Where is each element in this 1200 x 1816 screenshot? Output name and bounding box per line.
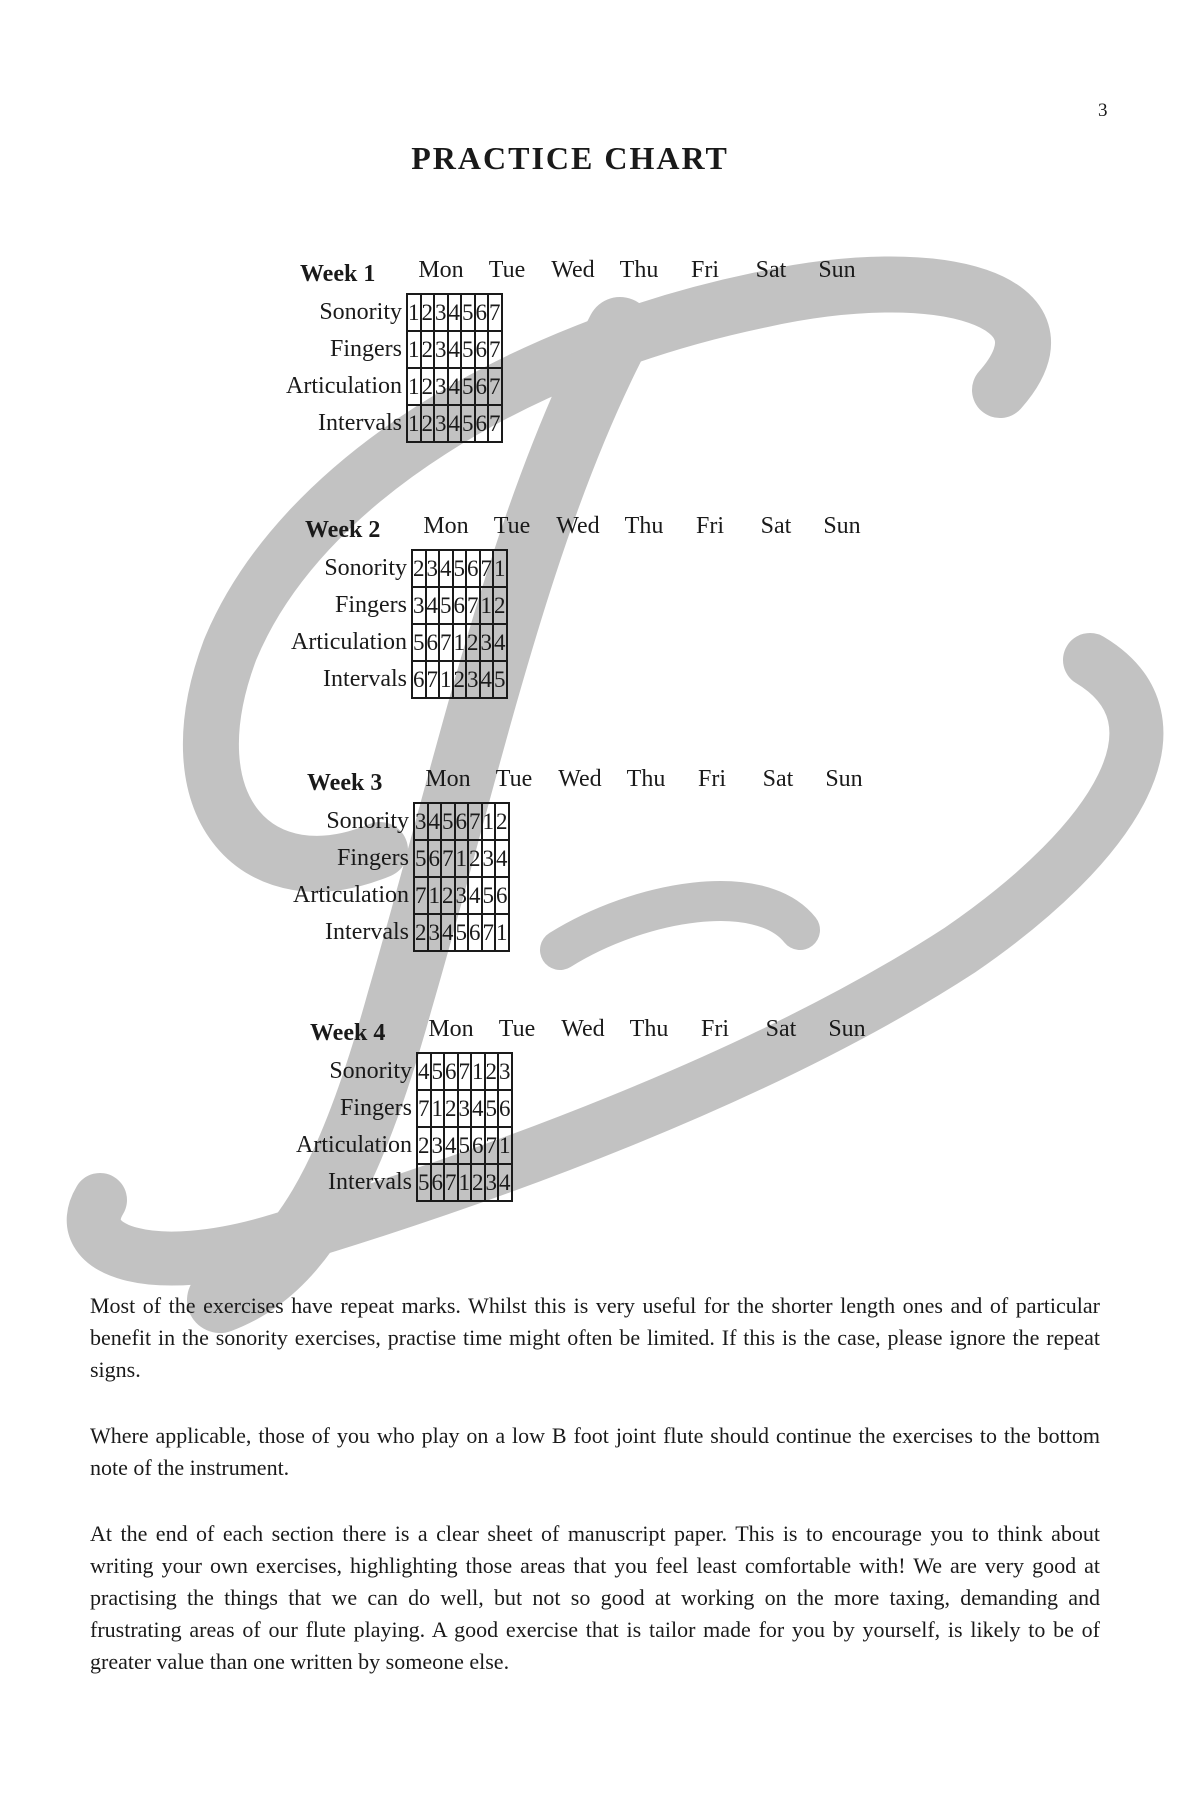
grid-cell: 6 xyxy=(428,840,442,877)
grid-cell: 2 xyxy=(417,1127,431,1164)
grid-cell: 1 xyxy=(439,661,453,698)
grid-cell: 3 xyxy=(414,803,428,840)
grid-cell: 6 xyxy=(475,294,489,331)
grid-cell: 5 xyxy=(485,1090,499,1127)
grid-cell: 5 xyxy=(458,1127,472,1164)
grid-cell: 1 xyxy=(407,368,421,405)
grid-cell: 2 xyxy=(412,550,426,587)
grid-cell: 6 xyxy=(453,587,467,624)
grid-cell: 7 xyxy=(458,1053,472,1090)
page-number: 3 xyxy=(1098,100,1108,121)
grid-cell: 2 xyxy=(495,803,509,840)
grid-cell: 1 xyxy=(453,624,467,661)
row-label: Intervals xyxy=(318,410,402,436)
grid-cell: 7 xyxy=(488,405,502,442)
grid-cell: 6 xyxy=(475,368,489,405)
row-label: Intervals xyxy=(328,1169,412,1195)
week-label: Week 3 xyxy=(307,770,383,796)
grid-cell: 3 xyxy=(458,1090,472,1127)
grid-cell: 7 xyxy=(468,803,482,840)
grid-cell: 4 xyxy=(471,1090,485,1127)
grid-cell: 1 xyxy=(480,587,494,624)
paragraph-manuscript-paper: At the end of each section there is a clear sheet of manuscript paper. This is to encourage you to think about writing your own exercises, highlighting those areas that you feel least comfortable with! We are very good at practising the things that we can do well, but not so good at working on the more taxing, demanding and frustrating areas of our flute playing. A good exercise that is tailor made for you by yourself, is likely to be of greater value than one written by someone else. xyxy=(90,1521,1100,1674)
grid-cell: 4 xyxy=(448,331,462,368)
grid-cell: 6 xyxy=(498,1090,512,1127)
grid-cell: 7 xyxy=(488,331,502,368)
grid-cell: 4 xyxy=(428,803,442,840)
grid-cell: 4 xyxy=(426,587,440,624)
day-label: Sat xyxy=(760,513,792,539)
grid-cell: 3 xyxy=(428,914,442,951)
grid-cell: 1 xyxy=(455,840,469,877)
grid-cell: 6 xyxy=(475,405,489,442)
grid-cell: 3 xyxy=(431,1127,445,1164)
grid-cell: 2 xyxy=(466,624,480,661)
grid-cell: 5 xyxy=(461,368,475,405)
grid-cell: 5 xyxy=(461,294,475,331)
grid-cell: 3 xyxy=(455,877,469,914)
day-label: Mon xyxy=(425,766,471,792)
grid-cell: 6 xyxy=(455,803,469,840)
day-label: Mon xyxy=(428,1016,474,1042)
day-label: Tue xyxy=(493,513,531,539)
grid-cell: 2 xyxy=(441,877,455,914)
grid-cell: 5 xyxy=(461,331,475,368)
grid-cell: 7 xyxy=(414,877,428,914)
day-label: Thu xyxy=(626,766,666,792)
grid-cell: 4 xyxy=(444,1127,458,1164)
day-label: Sun xyxy=(825,766,863,792)
grid-cell: 1 xyxy=(407,331,421,368)
day-label: Sun xyxy=(818,257,856,283)
grid-cell: 4 xyxy=(441,914,455,951)
grid-cell: 4 xyxy=(448,368,462,405)
grid-cell: 7 xyxy=(439,624,453,661)
grid-cell: 1 xyxy=(407,294,421,331)
grid-cell: 6 xyxy=(466,550,480,587)
grid-cell: 2 xyxy=(453,661,467,698)
grid-cell: 4 xyxy=(439,550,453,587)
grid-cell: 7 xyxy=(444,1164,458,1201)
day-label: Sun xyxy=(823,513,861,539)
row-label: Intervals xyxy=(323,666,407,692)
grid-cell: 5 xyxy=(431,1053,445,1090)
grid-cell: 3 xyxy=(434,405,448,442)
grid-cell: 6 xyxy=(471,1127,485,1164)
grid-cell: 2 xyxy=(421,331,435,368)
week-grid xyxy=(416,1052,513,1202)
row-label: Fingers xyxy=(340,1095,412,1121)
row-label: Fingers xyxy=(337,845,409,871)
grid-cell: 7 xyxy=(482,914,496,951)
grid-cell: 7 xyxy=(441,840,455,877)
day-label: Tue xyxy=(488,257,526,283)
grid-cell: 1 xyxy=(431,1090,445,1127)
grid-cell: 2 xyxy=(485,1053,499,1090)
grid-cell: 1 xyxy=(498,1127,512,1164)
grid-cell: 5 xyxy=(414,840,428,877)
row-label: Sonority xyxy=(319,299,402,325)
grid-cell: 6 xyxy=(431,1164,445,1201)
grid-cell: 3 xyxy=(480,624,494,661)
page-title: PRACTICE CHART xyxy=(411,140,729,176)
paragraph-low-b-foot: Where applicable, those of you who play on a low B foot joint flute should continue the exercises to the bottom note of the instrument. xyxy=(90,1423,1100,1480)
grid-cell: 3 xyxy=(434,368,448,405)
grid-cell: 7 xyxy=(485,1127,499,1164)
week-grid xyxy=(413,802,510,952)
grid-cell: 5 xyxy=(455,914,469,951)
day-label: Thu xyxy=(624,513,664,539)
grid-cell: 4 xyxy=(480,661,494,698)
grid-cell: 1 xyxy=(458,1164,472,1201)
week-label: Week 1 xyxy=(300,261,376,287)
day-label: Fri xyxy=(700,1016,729,1042)
grid-cell: 3 xyxy=(466,661,480,698)
week-label: Week 4 xyxy=(310,1020,386,1046)
grid-cell: 3 xyxy=(434,331,448,368)
grid-cell: 2 xyxy=(421,294,435,331)
day-label: Mon xyxy=(418,257,464,283)
grid-cell: 2 xyxy=(444,1090,458,1127)
grid-cell: 3 xyxy=(412,587,426,624)
grid-cell: 7 xyxy=(488,294,502,331)
grid-cell: 4 xyxy=(417,1053,431,1090)
paragraph-repeat-marks: Most of the exercises have repeat marks. Whilst this is very useful for the shorter length ones and of particular benefit in the sonority exercises, practise time might often be limited. If this is the case, please ignore the repeat signs. xyxy=(90,1293,1100,1382)
grid-cell: 5 xyxy=(441,803,455,840)
grid-cell: 6 xyxy=(444,1053,458,1090)
grid-cell: 3 xyxy=(426,550,440,587)
day-label: Wed xyxy=(561,1016,605,1042)
row-label: Articulation xyxy=(293,882,409,908)
grid-cell: 1 xyxy=(407,405,421,442)
day-label: Sat xyxy=(765,1016,797,1042)
grid-cell: 3 xyxy=(434,294,448,331)
grid-cell: 5 xyxy=(493,661,507,698)
grid-cell: 7 xyxy=(466,587,480,624)
grid-cell: 2 xyxy=(421,405,435,442)
grid-cell: 7 xyxy=(480,550,494,587)
week-grid xyxy=(411,549,508,699)
grid-cell: 6 xyxy=(468,914,482,951)
grid-cell: 6 xyxy=(412,661,426,698)
row-label: Fingers xyxy=(335,592,407,618)
grid-cell: 5 xyxy=(417,1164,431,1201)
grid-cell: 2 xyxy=(471,1164,485,1201)
grid-cell: 4 xyxy=(448,405,462,442)
day-label: Sun xyxy=(828,1016,866,1042)
row-label: Sonority xyxy=(326,808,409,834)
grid-cell: 1 xyxy=(482,803,496,840)
grid-cell: 5 xyxy=(461,405,475,442)
week-label: Week 2 xyxy=(305,517,381,543)
day-label: Tue xyxy=(495,766,533,792)
grid-cell: 1 xyxy=(495,914,509,951)
day-label: Sat xyxy=(762,766,794,792)
grid-cell: 6 xyxy=(426,624,440,661)
grid-cell: 6 xyxy=(475,331,489,368)
grid-cell: 1 xyxy=(428,877,442,914)
grid-cell: 4 xyxy=(468,877,482,914)
grid-cell: 4 xyxy=(493,624,507,661)
grid-cell: 4 xyxy=(498,1164,512,1201)
grid-cell: 3 xyxy=(485,1164,499,1201)
grid-cell: 5 xyxy=(482,877,496,914)
row-label: Articulation xyxy=(296,1132,412,1158)
grid-cell: 7 xyxy=(417,1090,431,1127)
day-label: Fri xyxy=(697,766,726,792)
grid-cell: 1 xyxy=(493,550,507,587)
grid-cell: 2 xyxy=(493,587,507,624)
grid-cell: 5 xyxy=(439,587,453,624)
day-label: Sat xyxy=(755,257,787,283)
day-label: Wed xyxy=(551,257,595,283)
grid-cell: 2 xyxy=(414,914,428,951)
grid-cell: 4 xyxy=(448,294,462,331)
grid-cell: 1 xyxy=(471,1053,485,1090)
day-label: Fri xyxy=(695,513,724,539)
row-label: Articulation xyxy=(286,373,402,399)
grid-cell: 2 xyxy=(421,368,435,405)
day-label: Wed xyxy=(558,766,602,792)
row-label: Fingers xyxy=(330,336,402,362)
grid-cell: 7 xyxy=(488,368,502,405)
row-label: Intervals xyxy=(325,919,409,945)
day-label: Thu xyxy=(629,1016,669,1042)
day-label: Thu xyxy=(619,257,659,283)
grid-cell: 7 xyxy=(426,661,440,698)
grid-cell: 2 xyxy=(468,840,482,877)
grid-cell: 5 xyxy=(412,624,426,661)
grid-cell: 3 xyxy=(482,840,496,877)
day-label: Tue xyxy=(498,1016,536,1042)
row-label: Articulation xyxy=(291,629,407,655)
grid-cell: 4 xyxy=(495,840,509,877)
day-label: Wed xyxy=(556,513,600,539)
week-grid xyxy=(406,293,503,443)
day-label: Fri xyxy=(690,257,719,283)
row-label: Sonority xyxy=(329,1058,412,1084)
grid-cell: 5 xyxy=(453,550,467,587)
grid-cell: 3 xyxy=(498,1053,512,1090)
day-label: Mon xyxy=(423,513,469,539)
row-label: Sonority xyxy=(324,555,407,581)
grid-cell: 6 xyxy=(495,877,509,914)
